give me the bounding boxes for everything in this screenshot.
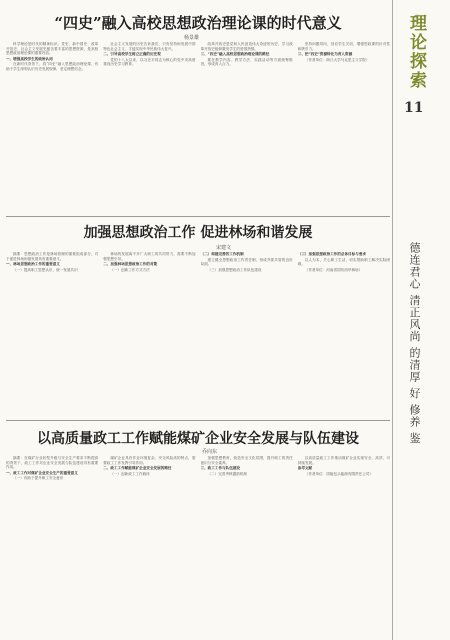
article-body [6, 252, 390, 416]
paragraph: 以人为本，关心职工生活，切实帮助职工解决实际困难。 [297, 257, 390, 267]
text-column [6, 42, 98, 212]
section-heading: 三、政工工作与队伍建设 [200, 466, 241, 471]
section-heading: 一、增强高校学生的政治认同 [6, 56, 53, 61]
paragraph: （二）完善考核激励机制 [207, 471, 248, 476]
paragraph: （一）创新政工工作载体 [110, 471, 150, 476]
article-title: 加强思想政治工作 促进林场和谐发展 [83, 225, 313, 241]
paragraph: 科学理论是时代的精神标识。党史、新中国史、改革开放史、社会主义发展史蕴含着丰富的思想资源，是高校思想政治理论课的重要内容。 [6, 42, 99, 56]
text-column [298, 42, 390, 212]
article-author: 杨景雄 [184, 35, 200, 41]
paragraph: 煤矿企业具有作业环境复杂、安全风险高的特点，需要政工工作发挥引导作用。 [103, 456, 196, 465]
article-title: 以高质量政工工作赋能煤矿企业安全发展与队伍建设 [37, 431, 359, 447]
section-heading: 三、“四史”融入高校思想政治理论课的路径 [200, 52, 270, 57]
text-column [298, 456, 390, 634]
article-forest-farm [6, 218, 390, 418]
article-body [6, 42, 390, 212]
article-author: 宋建文 [216, 245, 232, 251]
page-number: 11 [404, 100, 424, 116]
section-heading: 二、政工工作赋能煤矿企业安全发展的路径 [103, 466, 172, 471]
paragraph: 加强思想教育，营造安全文化氛围，提升职工的责任意识与安全素养。 [200, 456, 293, 465]
article-title: “四史”融入高校思想政治理论课的时代意义 [54, 14, 342, 32]
article-author: 乔向东 [202, 449, 218, 455]
paragraph: 建立健全思想政治工作责任制，形成齐抓共管的良好局面。 [200, 257, 293, 267]
text-column [6, 456, 98, 634]
text-column [298, 252, 390, 416]
paragraph: （作者单位：国能包头能源有限责任公司） [304, 471, 374, 476]
paragraph: （三）加强思想政治工作队伍建设 [207, 267, 262, 272]
paragraph: （一）创新工作方式方法 [110, 267, 150, 272]
sidebar-divider [392, 0, 393, 640]
column-title: 理论探索 [406, 14, 426, 90]
paragraph: 社会主义发展的历史告诉我们，只有坚持和发展中国特色社会主义，才能实现中华民族伟大复兴。 [103, 42, 196, 51]
section-heading: 二、加强林场思想政治工作的对策 [103, 262, 158, 267]
paragraph: 以高质量政工工作推动煤矿企业实现安全、高效、可持续发展。 [297, 456, 390, 465]
text-column [201, 456, 293, 634]
text-column [103, 252, 195, 416]
paragraph: 党的十八大以来，以习近平同志为核心的党中央高度重视历史学习教育。 [103, 57, 196, 67]
divider [6, 420, 390, 421]
section-heading: （二）构建完善的工作机制 [200, 252, 244, 256]
section-heading: 二、引导高校学生树立正确的历史观 [103, 52, 161, 57]
paragraph: 在新时代背景下，将“四史”融入思想政治理论课，有助于学生深刻认识历史发展规律，坚定理想信念。 [6, 62, 99, 71]
paragraph: （一）有助于提升职工安全意识 [13, 476, 64, 481]
section-heading: 三、把“四史”资源转化为育人资源 [297, 52, 353, 57]
section-heading: 一、林场思想政治工作的重要意义 [6, 262, 60, 267]
paragraph: 要在教学内容、教学方法、实践活动等方面统筹推进，形成育人合力。 [200, 57, 293, 67]
sidebar-slogan: 德连君心 清正风尚 的清厚 好 修养 鉴 [408, 242, 421, 445]
paragraph: 改革开放史是党和人民创造伟大奇迹的历史，学习改革开放史能够激发学生的爱国热情。 [200, 42, 293, 51]
paragraph: 摘要：思想政治工作是林场管理的重要组成部分，对于促进林场和谐发展具有重要意义。 [6, 252, 99, 261]
paragraph: （一）提高职工思想认识，统一发展共识 [13, 267, 78, 272]
paragraph: 摘要：在煤矿行业转型升级与安全生产要求不断提高的背景下，政工工作对企业安全发展与队伍建设具有重要作用。 [6, 456, 99, 470]
section-heading: （三）加强思想政治工作的总体目标与要求 [297, 252, 367, 256]
text-column [103, 456, 195, 634]
text-column [201, 42, 293, 212]
section-heading: 一、政工工作对煤矿企业安全生产的重要意义 [6, 470, 78, 475]
article-coal-mine [6, 422, 390, 636]
section-heading: 参考文献 [297, 466, 313, 471]
paragraph: 林场的发展离不开广大职工的共同努力，需要不断加强思想引导。 [103, 252, 196, 261]
divider [6, 216, 390, 217]
page-sidebar [392, 0, 450, 640]
article-four-histories [6, 0, 390, 214]
text-column [103, 42, 195, 212]
text-column [201, 252, 293, 416]
paragraph: （作者单位：河南省国有西华林场） [304, 267, 363, 272]
paragraph: 坚持问题导向，回应学生关切，增强思政课的针对性和吸引力。 [297, 42, 390, 51]
text-column [6, 252, 98, 416]
article-body [6, 456, 390, 634]
paragraph: （作者单位：商丘大学马克思主义学院） [304, 57, 370, 62]
